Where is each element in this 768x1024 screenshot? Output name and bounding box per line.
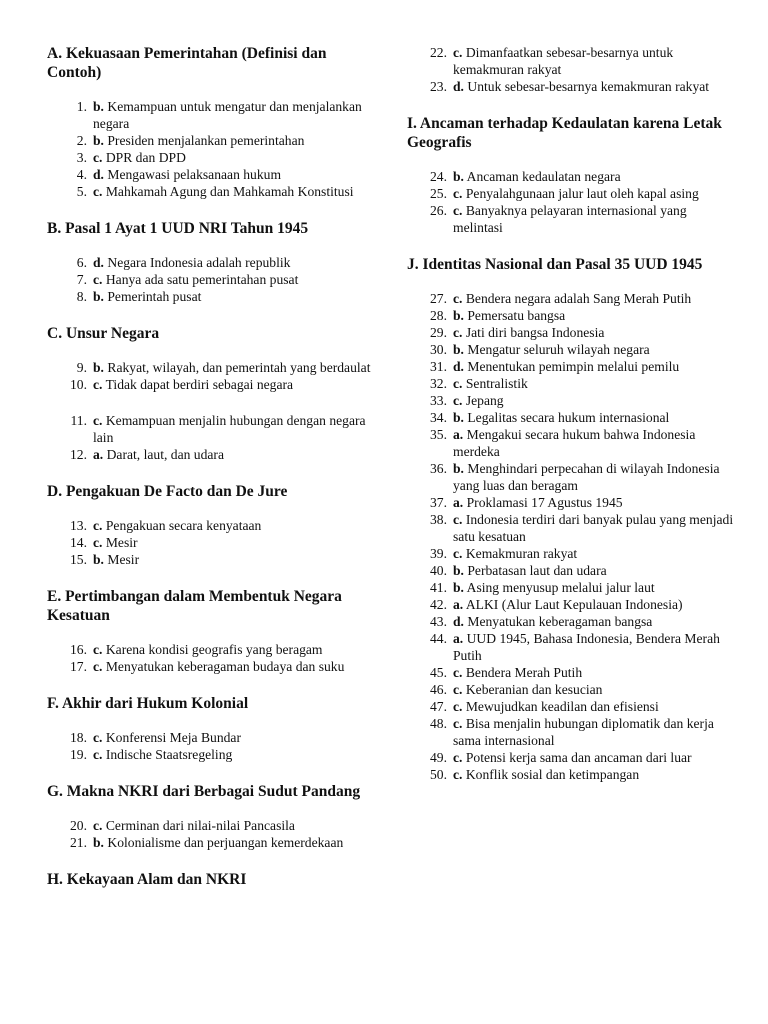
answer-text: Mengatur seluruh wilayah negara — [467, 342, 650, 357]
section-heading: G. Makna NKRI dari Berbagai Sudut Pandang — [47, 783, 361, 800]
answer-number: 21. — [70, 835, 87, 850]
answer-number: 34. — [430, 410, 447, 425]
answer-number: 44. — [430, 631, 447, 646]
section-heading: J. Identitas Nasional dan Pasal 35 UUD 1945 — [407, 256, 703, 273]
answer-item — [47, 98, 377, 132]
answer-number: 48. — [430, 716, 447, 731]
answer-item — [47, 446, 377, 463]
answer-section — [47, 782, 377, 851]
answer-letter: c. — [93, 518, 103, 533]
answer-number: 39. — [430, 546, 447, 561]
answer-number: 32. — [430, 376, 447, 391]
section-heading: E. Pertimbangan dalam Membentuk Negara Kesatuan — [47, 588, 342, 624]
answer-number: 3. — [76, 150, 87, 165]
answer-letter: c. — [453, 665, 463, 680]
answer-number: 10. — [70, 377, 87, 392]
answer-item — [47, 517, 377, 534]
answer-text: Banyaknya pelayaran internasional yang melintasi — [453, 203, 687, 235]
answer-section — [47, 587, 377, 675]
answer-section — [407, 114, 737, 236]
answer-letter: c. — [453, 546, 463, 561]
answer-text: Menentukan pemimpin melalui pemilu — [467, 359, 680, 374]
answer-text: Asing menyusup melalui jalur laut — [466, 580, 655, 595]
answer-number: 27. — [430, 291, 447, 306]
answer-item — [47, 132, 377, 149]
answer-text: Presiden menjalankan pemerintahan — [107, 133, 305, 148]
answer-letter: a. — [453, 495, 464, 510]
answer-number: 12. — [70, 447, 87, 462]
answer-item — [407, 579, 737, 596]
answer-text: Menyatukan keberagaman budaya dan suku — [105, 659, 345, 674]
answer-item — [47, 254, 377, 271]
answer-list — [407, 44, 737, 95]
answer-number: 37. — [430, 495, 447, 510]
answer-list — [407, 290, 737, 783]
answer-item — [407, 766, 737, 783]
answer-item — [47, 551, 377, 568]
answer-number: 8. — [76, 289, 87, 304]
answer-text: Pemerintah pusat — [107, 289, 202, 304]
answer-number: 22. — [430, 45, 447, 60]
answer-number: 33. — [430, 393, 447, 408]
answer-letter: b. — [93, 552, 104, 567]
answer-letter: c. — [93, 730, 103, 745]
answer-text: UUD 1945, Bahasa Indonesia, Bendera Merah Putih — [453, 631, 720, 663]
answer-letter: c. — [93, 150, 103, 165]
answer-number: 31. — [430, 359, 447, 374]
answer-number: 23. — [430, 79, 447, 94]
answer-letter: a. — [453, 427, 464, 442]
answer-text: Menghindari perpecahan di wilayah Indonesia yang luas dan beragam — [453, 461, 720, 493]
answer-text: Mengakui secara hukum bahwa Indonesia merdeka — [453, 427, 696, 459]
answer-item — [407, 562, 737, 579]
answer-section — [407, 255, 737, 783]
answer-item — [407, 596, 737, 613]
answer-letter: c. — [453, 393, 463, 408]
answer-list — [47, 641, 377, 675]
answer-letter: b. — [453, 563, 464, 578]
answer-number: 38. — [430, 512, 447, 527]
answer-section — [47, 44, 377, 200]
answer-item — [407, 426, 737, 460]
answer-text: Proklamasi 17 Agustus 1945 — [466, 495, 623, 510]
answer-item — [47, 183, 377, 200]
answer-number: 40. — [430, 563, 447, 578]
answer-number: 15. — [70, 552, 87, 567]
answer-number: 36. — [430, 461, 447, 476]
answer-letter: b. — [453, 410, 464, 425]
answer-text: Kemakmuran rakyat — [465, 546, 578, 561]
answer-text: Indische Staatsregeling — [105, 747, 233, 762]
answer-letter: c. — [453, 767, 463, 782]
answer-item — [407, 460, 737, 494]
answer-text: Darat, laut, dan udara — [106, 447, 224, 462]
answer-number: 50. — [430, 767, 447, 782]
answer-number: 20. — [70, 818, 87, 833]
section-heading: B. Pasal 1 Ayat 1 UUD NRI Tahun 1945 — [47, 220, 309, 237]
answer-letter: b. — [93, 99, 104, 114]
answer-letter: c. — [93, 659, 103, 674]
answer-letter: c. — [93, 184, 103, 199]
answer-item — [407, 630, 737, 664]
answer-list — [47, 412, 377, 463]
answer-item — [407, 494, 737, 511]
answer-item — [407, 545, 737, 562]
answer-item — [407, 749, 737, 766]
answer-text: Tidak dapat berdiri sebagai negara — [105, 377, 294, 392]
answer-letter: b. — [453, 169, 464, 184]
answer-item — [407, 341, 737, 358]
answer-letter: b. — [93, 360, 104, 375]
answer-number: 49. — [430, 750, 447, 765]
answer-number: 30. — [430, 342, 447, 357]
answer-item — [407, 168, 737, 185]
answer-item — [47, 288, 377, 305]
answer-text: Mesir — [105, 535, 138, 550]
answer-text: Bendera Merah Putih — [465, 665, 583, 680]
answer-item — [407, 392, 737, 409]
answer-section — [47, 694, 377, 763]
answer-item — [407, 681, 737, 698]
section-heading: A. Kekuasaan Pemerintahan (Definisi dan Contoh) — [47, 45, 327, 81]
section-heading: D. Pengakuan De Facto dan De Jure — [47, 483, 288, 500]
answer-section — [407, 44, 737, 95]
answer-letter: c. — [453, 716, 463, 731]
answer-list — [47, 359, 377, 393]
answer-number: 26. — [430, 203, 447, 218]
answer-number: 24. — [430, 169, 447, 184]
answer-item — [407, 44, 737, 78]
answer-letter: a. — [453, 597, 464, 612]
answer-text: Ancaman kedaulatan negara — [466, 169, 621, 184]
section-heading: C. Unsur Negara — [47, 325, 160, 342]
answer-letter: d. — [453, 614, 464, 629]
answer-number: 29. — [430, 325, 447, 340]
answer-item — [407, 375, 737, 392]
answer-text: Penyalahgunaan jalur laut oleh kapal asing — [465, 186, 699, 201]
answer-text: Menyatukan keberagaman bangsa — [467, 614, 653, 629]
answer-item — [407, 358, 737, 375]
answer-item — [407, 324, 737, 341]
answer-letter: c. — [93, 747, 103, 762]
answer-item — [47, 817, 377, 834]
answer-text: Rakyat, wilayah, dan pemerintah yang berdaulat — [107, 360, 371, 375]
answer-item — [47, 166, 377, 183]
section-heading: I. Ancaman terhadap Kedaulatan karena Letak Geografis — [407, 115, 722, 151]
answer-number: 47. — [430, 699, 447, 714]
answer-item — [407, 307, 737, 324]
answer-text: Dimanfaatkan sebesar-besarnya untuk kemakmuran rakyat — [453, 45, 674, 77]
answer-text: Karena kondisi geografis yang beragam — [105, 642, 323, 657]
answer-number: 6. — [76, 255, 87, 270]
answer-number: 43. — [430, 614, 447, 629]
section-heading: H. Kekayaan Alam dan NKRI — [47, 871, 247, 888]
answer-letter: c. — [93, 535, 103, 550]
answer-item — [407, 698, 737, 715]
answer-text: Konflik sosial dan ketimpangan — [465, 767, 640, 782]
answer-item — [407, 715, 737, 749]
answer-item — [407, 202, 737, 236]
answer-letter: c. — [93, 272, 103, 287]
answer-number: 18. — [70, 730, 87, 745]
answer-item — [407, 613, 737, 630]
answer-number: 28. — [430, 308, 447, 323]
answer-letter: c. — [453, 203, 463, 218]
section-heading: F. Akhir dari Hukum Kolonial — [47, 695, 249, 712]
answer-text: Kemampuan untuk mengatur dan menjalankan negara — [93, 99, 362, 131]
answer-text: Kolonialisme dan perjuangan kemerdekaan — [107, 835, 344, 850]
answer-number: 2. — [76, 133, 87, 148]
answer-text: Bisa menjalin hubungan diplomatik dan kerja sama internasional — [453, 716, 714, 748]
answer-number: 41. — [430, 580, 447, 595]
answer-text: Untuk sebesar-besarnya kemakmuran rakyat — [467, 79, 710, 94]
answer-section — [47, 482, 377, 568]
answer-letter: d. — [453, 359, 464, 374]
answer-letter: c. — [453, 699, 463, 714]
answer-list — [47, 517, 377, 568]
answer-number: 19. — [70, 747, 87, 762]
answer-list — [47, 98, 377, 200]
answer-number: 16. — [70, 642, 87, 657]
answer-item — [407, 409, 737, 426]
answer-letter: c. — [453, 682, 463, 697]
answer-item — [47, 412, 377, 446]
answer-number: 35. — [430, 427, 447, 442]
answer-number: 46. — [430, 682, 447, 697]
answer-text: Mesir — [107, 552, 140, 567]
answer-text: Sentralistik — [465, 376, 528, 391]
answer-item — [47, 729, 377, 746]
answer-item — [47, 746, 377, 763]
answer-item — [407, 664, 737, 681]
answer-item — [47, 534, 377, 551]
answer-letter: b. — [453, 342, 464, 357]
answer-text: Legalitas secara hukum internasional — [467, 410, 670, 425]
answer-number: 14. — [70, 535, 87, 550]
answer-letter: c. — [453, 325, 463, 340]
answer-item — [407, 290, 737, 307]
answer-number: 17. — [70, 659, 87, 674]
answer-letter: b. — [93, 289, 104, 304]
answer-text: Mahkamah Agung dan Mahkamah Konstitusi — [105, 184, 354, 199]
answer-letter: b. — [453, 580, 464, 595]
answer-list — [47, 817, 377, 851]
answer-text: Mengawasi pelaksanaan hukum — [107, 167, 282, 182]
answer-letter: b. — [93, 835, 104, 850]
answer-number: 4. — [76, 167, 87, 182]
answer-text: Jati diri bangsa Indonesia — [465, 325, 605, 340]
answer-letter: b. — [453, 308, 464, 323]
answer-section — [47, 219, 377, 305]
answer-item — [407, 185, 737, 202]
answer-letter: c. — [453, 512, 463, 527]
answer-item — [47, 834, 377, 851]
answer-letter: c. — [453, 186, 463, 201]
answer-letter: c. — [93, 413, 103, 428]
answer-list — [407, 168, 737, 236]
answer-text: Hanya ada satu pemerintahan pusat — [105, 272, 299, 287]
answer-number: 13. — [70, 518, 87, 533]
answer-number: 11. — [70, 413, 87, 428]
answer-text: DPR dan DPD — [105, 150, 186, 165]
answer-text: Pengakuan secara kenyataan — [105, 518, 262, 533]
answer-text: Konferensi Meja Bundar — [105, 730, 241, 745]
answer-number: 42. — [430, 597, 447, 612]
answer-letter: c. — [453, 750, 463, 765]
left-column — [47, 44, 377, 905]
answer-text: Kemampuan menjalin hubungan dengan negara lain — [93, 413, 366, 445]
answer-section — [47, 870, 377, 889]
answer-letter: a. — [93, 447, 104, 462]
answer-letter: b. — [93, 133, 104, 148]
answer-item — [47, 641, 377, 658]
answer-text: Jepang — [465, 393, 504, 408]
answer-text: Mewujudkan keadilan dan efisiensi — [465, 699, 659, 714]
answer-text: ALKI (Alur Laut Kepulauan Indonesia) — [465, 597, 683, 612]
answer-text: Bendera negara adalah Sang Merah Putih — [465, 291, 692, 306]
answer-text: Negara Indonesia adalah republik — [107, 255, 291, 270]
answer-text: Cerminan dari nilai-nilai Pancasila — [105, 818, 295, 833]
answer-text: Perbatasan laut dan udara — [467, 563, 607, 578]
answer-letter: c. — [453, 291, 463, 306]
answer-text: Indonesia terdiri dari banyak pulau yang menjadi satu kesatuan — [453, 512, 734, 544]
answer-number: 9. — [76, 360, 87, 375]
answer-item — [47, 271, 377, 288]
answer-letter: c. — [453, 376, 463, 391]
answer-letter: d. — [453, 79, 464, 94]
answer-section — [47, 324, 377, 463]
answer-letter: c. — [453, 45, 463, 60]
answer-number: 7. — [76, 272, 87, 287]
answer-number: 45. — [430, 665, 447, 680]
answer-number: 5. — [76, 184, 87, 199]
answer-letter: a. — [453, 631, 464, 646]
answer-list — [47, 729, 377, 763]
answer-item — [47, 359, 377, 376]
answer-letter: c. — [93, 377, 103, 392]
answer-item — [47, 149, 377, 166]
answer-number: 1. — [76, 99, 87, 114]
right-column — [407, 44, 737, 802]
answer-item — [47, 376, 377, 393]
answer-letter: d. — [93, 255, 104, 270]
answer-item — [47, 658, 377, 675]
answer-item — [407, 78, 737, 95]
answer-letter: c. — [93, 818, 103, 833]
answer-text: Potensi kerja sama dan ancaman dari luar — [465, 750, 692, 765]
answer-letter: b. — [453, 461, 464, 476]
answer-text: Keberanian dan kesucian — [465, 682, 603, 697]
answer-item — [407, 511, 737, 545]
answer-text: Pemersatu bangsa — [467, 308, 566, 323]
answer-letter: d. — [93, 167, 104, 182]
answer-number: 25. — [430, 186, 447, 201]
answer-letter: c. — [93, 642, 103, 657]
answer-list — [47, 254, 377, 305]
